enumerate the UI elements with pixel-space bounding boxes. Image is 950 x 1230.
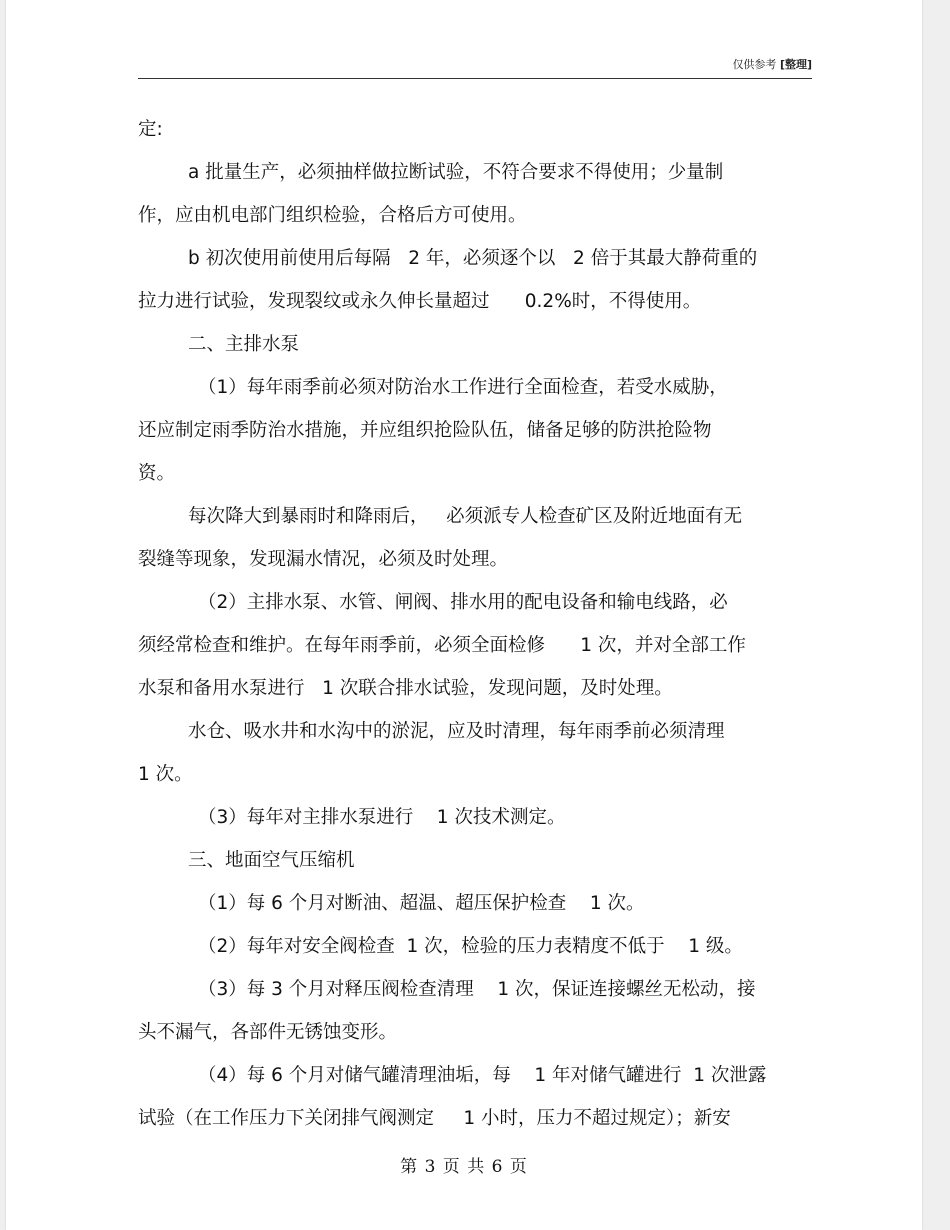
text-line: 每次降大到暴雨时和降雨后， 必须派专人检查矿区及附近地面有无 <box>188 506 743 527</box>
text-line: 试验（在工作压力下关闭排气阀测定 1 小时，压力不超过规定）；新安 <box>138 1108 731 1129</box>
text-line: 头不漏气，各部件无锈蚀变形。 <box>138 1022 398 1043</box>
text-line: 资。 <box>138 463 176 484</box>
text-line: 水泵和备用水泵进行 1 次联合排水试验，发现问题，及时处理。 <box>138 678 673 699</box>
text-line: b 初次使用前使用后每隔 2 年，必须逐个以 2 倍于其最大静荷重的 <box>188 248 758 269</box>
header-note: 仅供参考 <box>732 58 777 71</box>
document-page <box>6 0 922 1230</box>
text-line: （1）每年雨季前必须对防治水工作进行全面检查，若受水威胁， <box>198 377 728 398</box>
text-line: （3）每 3 个月对释压阀检查清理 1 次，保证连接螺丝无松动，接 <box>198 979 756 1000</box>
text-line: 作，应由机电部门组织检验，合格后方可使用。 <box>138 205 527 226</box>
text-line: 1 次。 <box>138 764 193 785</box>
text-line: a 批量生产，必须抽样做拉断试验，不符合要求不得使用；少量制 <box>188 162 724 183</box>
text-line: 须经常检查和维护。在每年雨季前，必须全面检修 1 次，并对全部工作 <box>138 635 746 656</box>
section-heading: 二、主排水泵 <box>188 334 300 355</box>
text-line: 裂缝等现象，发现漏水情况，必须及时处理。 <box>138 549 509 570</box>
document-body <box>138 108 818 1140</box>
text-line: 还应制定雨季防治水措施，并应组织抢险队伍，储备足够的防洪抢险物 <box>138 420 712 441</box>
page-number: 第 3 页 共 6 页 <box>400 1157 528 1177</box>
text-line: 拉力进行试验，发现裂纹或永久伸长量超过 0.2%时，不得使用。 <box>138 291 702 312</box>
header-bracket: [整理] <box>779 58 812 71</box>
text-line: （3）每年对主排水泵进行 1 次技术测定。 <box>198 807 566 828</box>
text-line: （2）每年对安全阀检查 1 次，检验的压力表精度不低于 1 级。 <box>198 936 743 957</box>
text-line: 定: <box>138 119 163 140</box>
text-line: 水仓、吸水井和水沟中的淤泥，应及时清理，每年雨季前必须清理 <box>188 721 725 742</box>
text-line: （4）每 6 个月对储气罐清理油垢，每 1 年对储气罐进行 1 次泄露 <box>198 1065 767 1086</box>
text-line: （2）主排水泵、水管、闸阀、排水用的配电设备和输电线路，必 <box>198 592 728 613</box>
section-heading: 三、地面空气压缩机 <box>188 850 355 871</box>
text-line: （1）每 6 个月对断油、超温、超压保护检查 1 次。 <box>198 893 645 914</box>
page-header <box>138 56 812 79</box>
